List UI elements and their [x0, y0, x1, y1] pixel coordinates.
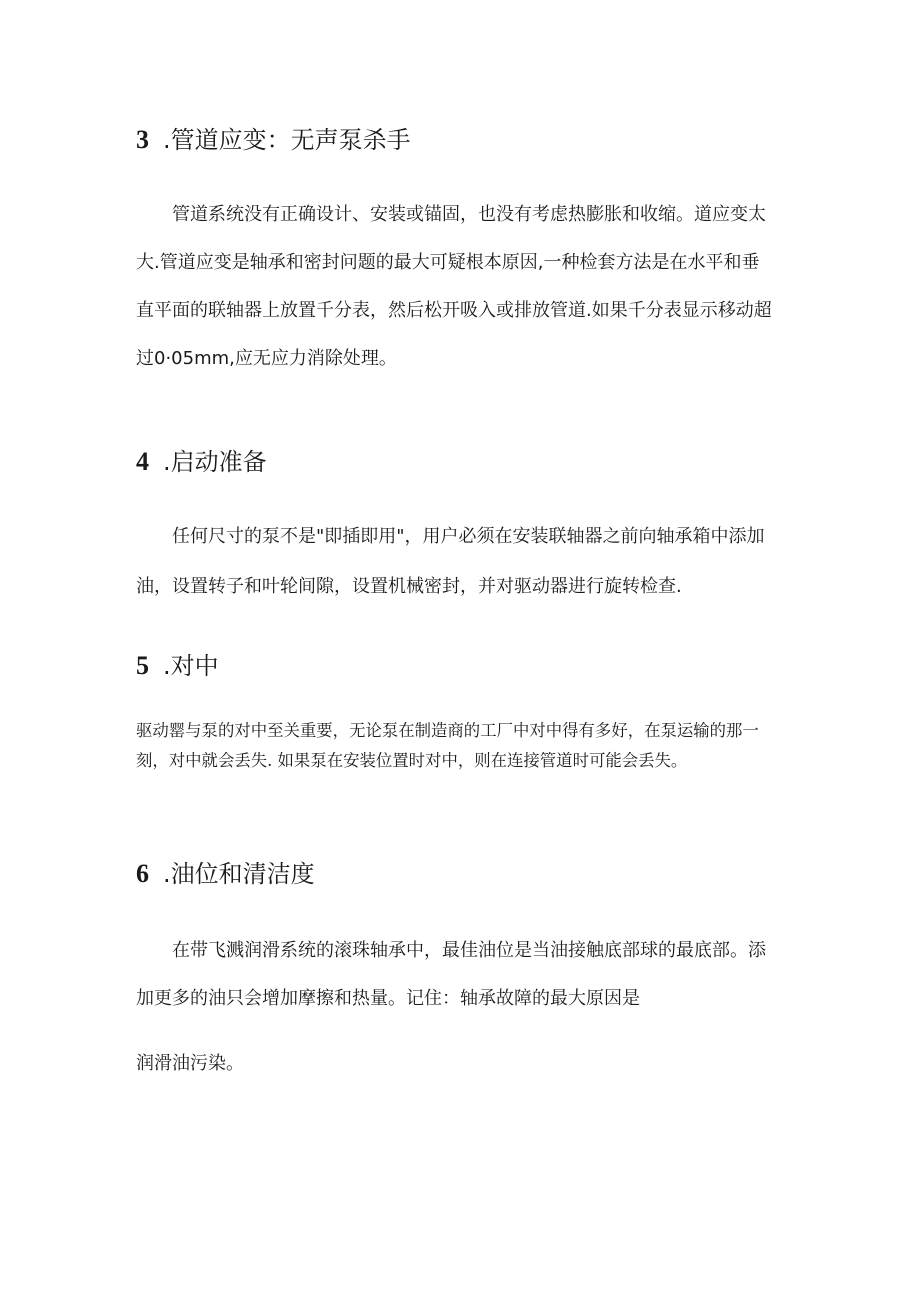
section-number: 4 — [136, 447, 149, 476]
paragraph-line: 大.管道应变是轴承和密封问题的最大可疑根本原因,一种检套方法是在水平和垂 — [136, 252, 760, 273]
section-number: 3 — [136, 125, 149, 154]
section-number: 6 — [136, 859, 149, 888]
section-heading — [136, 124, 816, 156]
section-paragraph-continuation — [136, 1040, 786, 1088]
section-paragraph — [136, 512, 786, 612]
section-paragraph — [136, 716, 791, 776]
section-title: .管道应变：无声泵杀手 — [163, 126, 411, 154]
section-heading — [136, 446, 816, 478]
paragraph-line: 加更多的油只会增加摩擦和热量。记住：轴承故障的最大原因是 — [136, 988, 640, 1009]
section-number: 5 — [136, 651, 149, 680]
section-heading — [136, 650, 816, 682]
paragraph-line: 过0·05mm,应无应力消除处理。 — [136, 348, 397, 369]
section-heading — [136, 858, 816, 890]
paragraph-line: 润滑油污染。 — [136, 1053, 244, 1074]
section-title: .对中 — [163, 652, 219, 680]
paragraph-line: 直平面的联轴器上放置千分表，然后松开吸入或排放管道.如果千分表显示移动超 — [136, 300, 772, 321]
section-title: .油位和清洁度 — [163, 860, 315, 888]
paragraph-line: 刻，对中就会丢失. 如果泵在安装位置时对中，则在连接管道时可能会丢失。 — [136, 751, 688, 770]
section-paragraph — [136, 927, 786, 1023]
paragraph-line: 管道系统没有正确设计、安装或锚固，也没有考虑热膨胀和收缩。道应变太 — [172, 204, 766, 225]
section-title: .启动准备 — [163, 448, 267, 476]
paragraph-line: 油，设置转子和叶轮间隙，设置机械密封，并对驱动器进行旋转检查. — [136, 576, 682, 597]
paragraph-line: 在带飞溅润滑系统的滚珠轴承中，最佳油位是当油接触底部球的最底部。添 — [172, 940, 766, 961]
paragraph-line: 任何尺寸的泵不是"即插即用"，用户必须在安装联轴器之前向轴承箱中添加 — [172, 526, 765, 547]
section-paragraph — [136, 191, 786, 383]
paragraph-line: 驱动罂与泵的对中至关重要，无论泵在制造商的工厂中对中得有多好，在泵运输的那一 — [136, 721, 759, 740]
